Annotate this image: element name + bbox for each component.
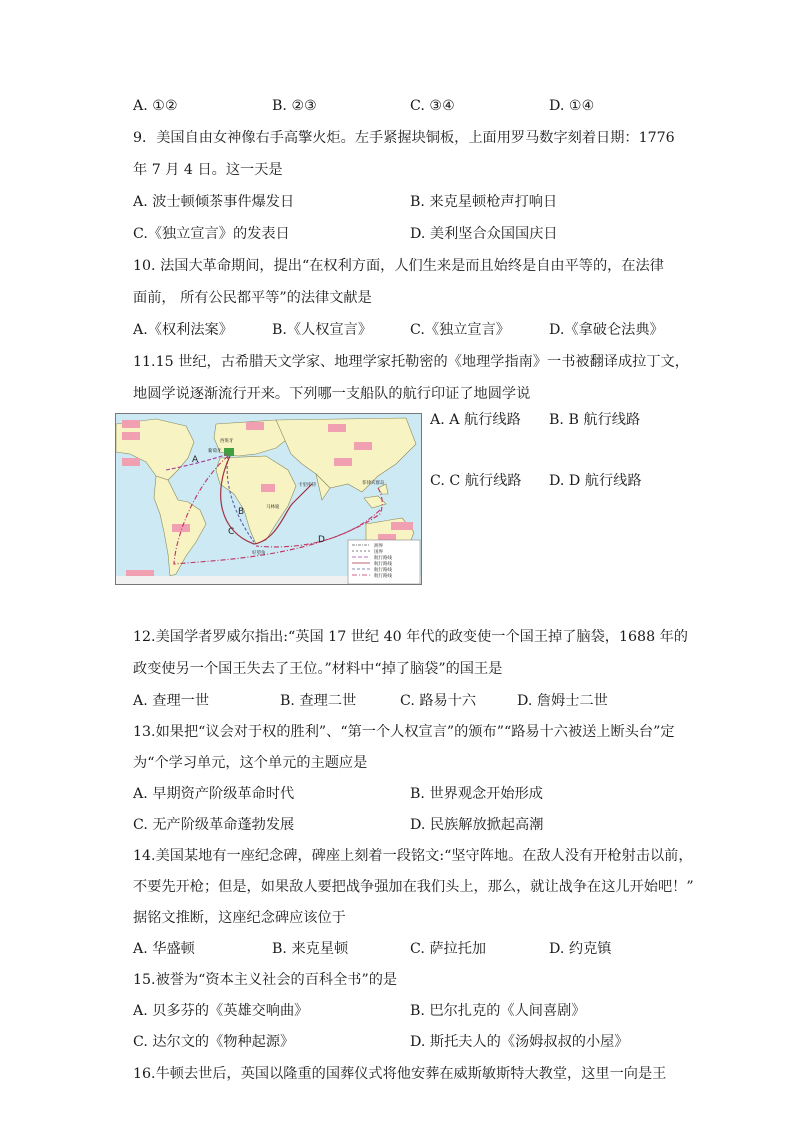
q11-option-b: B. B 航行线路 xyxy=(549,412,641,428)
q13-option-d: D. 民族解放掀起高潮 xyxy=(410,817,544,833)
legend-item: 国界 xyxy=(374,550,383,555)
q9-option-b: B. 来克星顿枪声打响日 xyxy=(410,194,558,210)
q10-stem-line2: 面前， 所有公民都平等”的法律文献是 xyxy=(133,290,372,306)
route-label-b: B xyxy=(238,507,245,517)
q9-option-c: C.《独立宣言》的发表日 xyxy=(133,226,290,242)
q16-stem-line1: 16.牛顿去世后，英国以隆重的国葬仪式将他安葬在威斯敏斯特大教堂，这里一向是王 xyxy=(133,1066,667,1082)
q15-option-d: D. 斯托夫人的《汤姆叔叔的小屋》 xyxy=(410,1034,629,1050)
navigation-routes-map xyxy=(115,413,422,585)
legend-item: 航行路线 xyxy=(374,562,392,567)
q14-stem-line3: 据铭文推断，这座纪念碑应该位于 xyxy=(133,910,346,926)
q13-option-a: A. 早期资产阶级革命时代 xyxy=(133,786,295,802)
q8-option-b: B. ②③ xyxy=(272,98,317,114)
legend-item: 航行路线 xyxy=(374,574,392,579)
q11-option-a: A. A 航行线路 xyxy=(430,412,521,428)
q13-option-b: B. 世界观念开始形成 xyxy=(410,786,543,802)
q10-stem-line1: 10. 法国大革命期间，提出“在权利方面，人们生来是而且始终是自由平等的，在法律 xyxy=(133,258,664,274)
route-label-a: A xyxy=(192,455,199,465)
q8-option-d: D. ①④ xyxy=(549,98,595,114)
q14-option-c: C. 萨拉托加 xyxy=(410,941,487,957)
q12-option-c: C. 路易十六 xyxy=(400,693,477,709)
q9-option-a: A. 波士顿倾茶事件爆发日 xyxy=(133,194,295,210)
q12-stem-line1: 12.美国学者罗威尔指出:“英国 17 世纪 40 年代的政变使一个国王掉了脑袋，1688 年的 xyxy=(133,629,688,645)
route-label-d: D xyxy=(318,535,325,545)
q15-stem-line1: 15.被誉为“资本主义社会的百科全书”的是 xyxy=(133,972,398,988)
q14-option-a: A. 华盛顿 xyxy=(133,941,195,957)
legend-item: 航行路线 xyxy=(374,568,392,573)
q11-option-d: D. D 航行线路 xyxy=(549,473,642,489)
place-label-malindi: 马林迪 xyxy=(266,505,280,510)
q14-stem-line2: 不要先开枪；但是，如果敌人要把战争强加在我们头上，那么，就让战争在这儿开始吧！” xyxy=(133,879,694,895)
q15-option-a: A. 贝多芬的《英雄交响曲》 xyxy=(133,1003,309,1019)
place-label-spain: 西班牙 xyxy=(220,439,234,444)
q10-option-b: B.《人权宣言》 xyxy=(272,322,373,338)
legend-item: 航行路线 xyxy=(374,556,392,561)
q11-stem-line2: 地圆学说逐渐流行开来。下列哪一支船队的航行印证了地圆学说 xyxy=(133,386,531,402)
q13-option-c: C. 无产阶级革命蓬勃发展 xyxy=(133,817,295,833)
q12-option-d: D. 詹姆士二世 xyxy=(517,693,608,709)
q14-stem-line1: 14.美国某地有一座纪念碑，碑座上刻着一段铭文:“坚守阵地。在敌人没有开枪射击以前， xyxy=(133,848,693,864)
route-label-c: C xyxy=(228,527,235,537)
q8-option-a: A. ①② xyxy=(133,98,178,114)
q12-stem-line2: 政变使另一个国王失去了王位。”材料中“掉了脑袋”的国王是 xyxy=(133,661,503,677)
q15-option-c: C. 达尔文的《物种起源》 xyxy=(133,1034,295,1050)
q9-option-d: D. 美利坚合众国国庆日 xyxy=(410,226,558,242)
place-label-calicut: 卡里库特 xyxy=(298,483,316,488)
q8-option-c: C. ③④ xyxy=(410,98,455,114)
q9-stem-line1: 9．美国自由女神像右手高擎火炬。左手紧握块铜板，上面用罗马数字刻着日期：1776 xyxy=(133,130,675,146)
q13-stem-line2: 为“个学习单元，这个单元的主题应是 xyxy=(133,755,368,771)
place-label-cape: 好望角 xyxy=(252,551,266,556)
q12-option-b: B. 查理二世 xyxy=(280,693,357,709)
q11-stem-line1: 11.15 世纪，古希腊天文学家、地理学家托勒密的《地理学指南》一书被翻译成拉丁文， xyxy=(133,354,689,370)
q10-option-a: A.《权利法案》 xyxy=(133,322,233,338)
q10-option-d: D.《拿破仑法典》 xyxy=(549,322,664,338)
q9-stem-line2: 年 7 月 4 日。这一天是 xyxy=(133,162,283,178)
q14-option-b: B. 来克星顿 xyxy=(272,941,349,957)
q15-option-b: B. 巴尔扎克的《人间喜剧》 xyxy=(410,1003,586,1019)
q10-option-c: C.《独立宣言》 xyxy=(410,322,510,338)
place-label-philippines: 菲律宾群岛 xyxy=(362,481,385,486)
q14-option-d: D. 约克镇 xyxy=(549,941,612,957)
q12-option-a: A. 查理一世 xyxy=(133,693,210,709)
q11-option-c: C. C 航行线路 xyxy=(430,473,522,489)
place-label-portugal: 葡萄牙 xyxy=(208,449,222,454)
q13-stem-line1: 13.如果把“议会对于权的胜利”、“第一个人权宣言”的颁布”“路易十六被送上断头台”定 xyxy=(133,724,675,740)
legend-item: 洲界 xyxy=(374,544,383,549)
map-legend xyxy=(348,540,420,584)
